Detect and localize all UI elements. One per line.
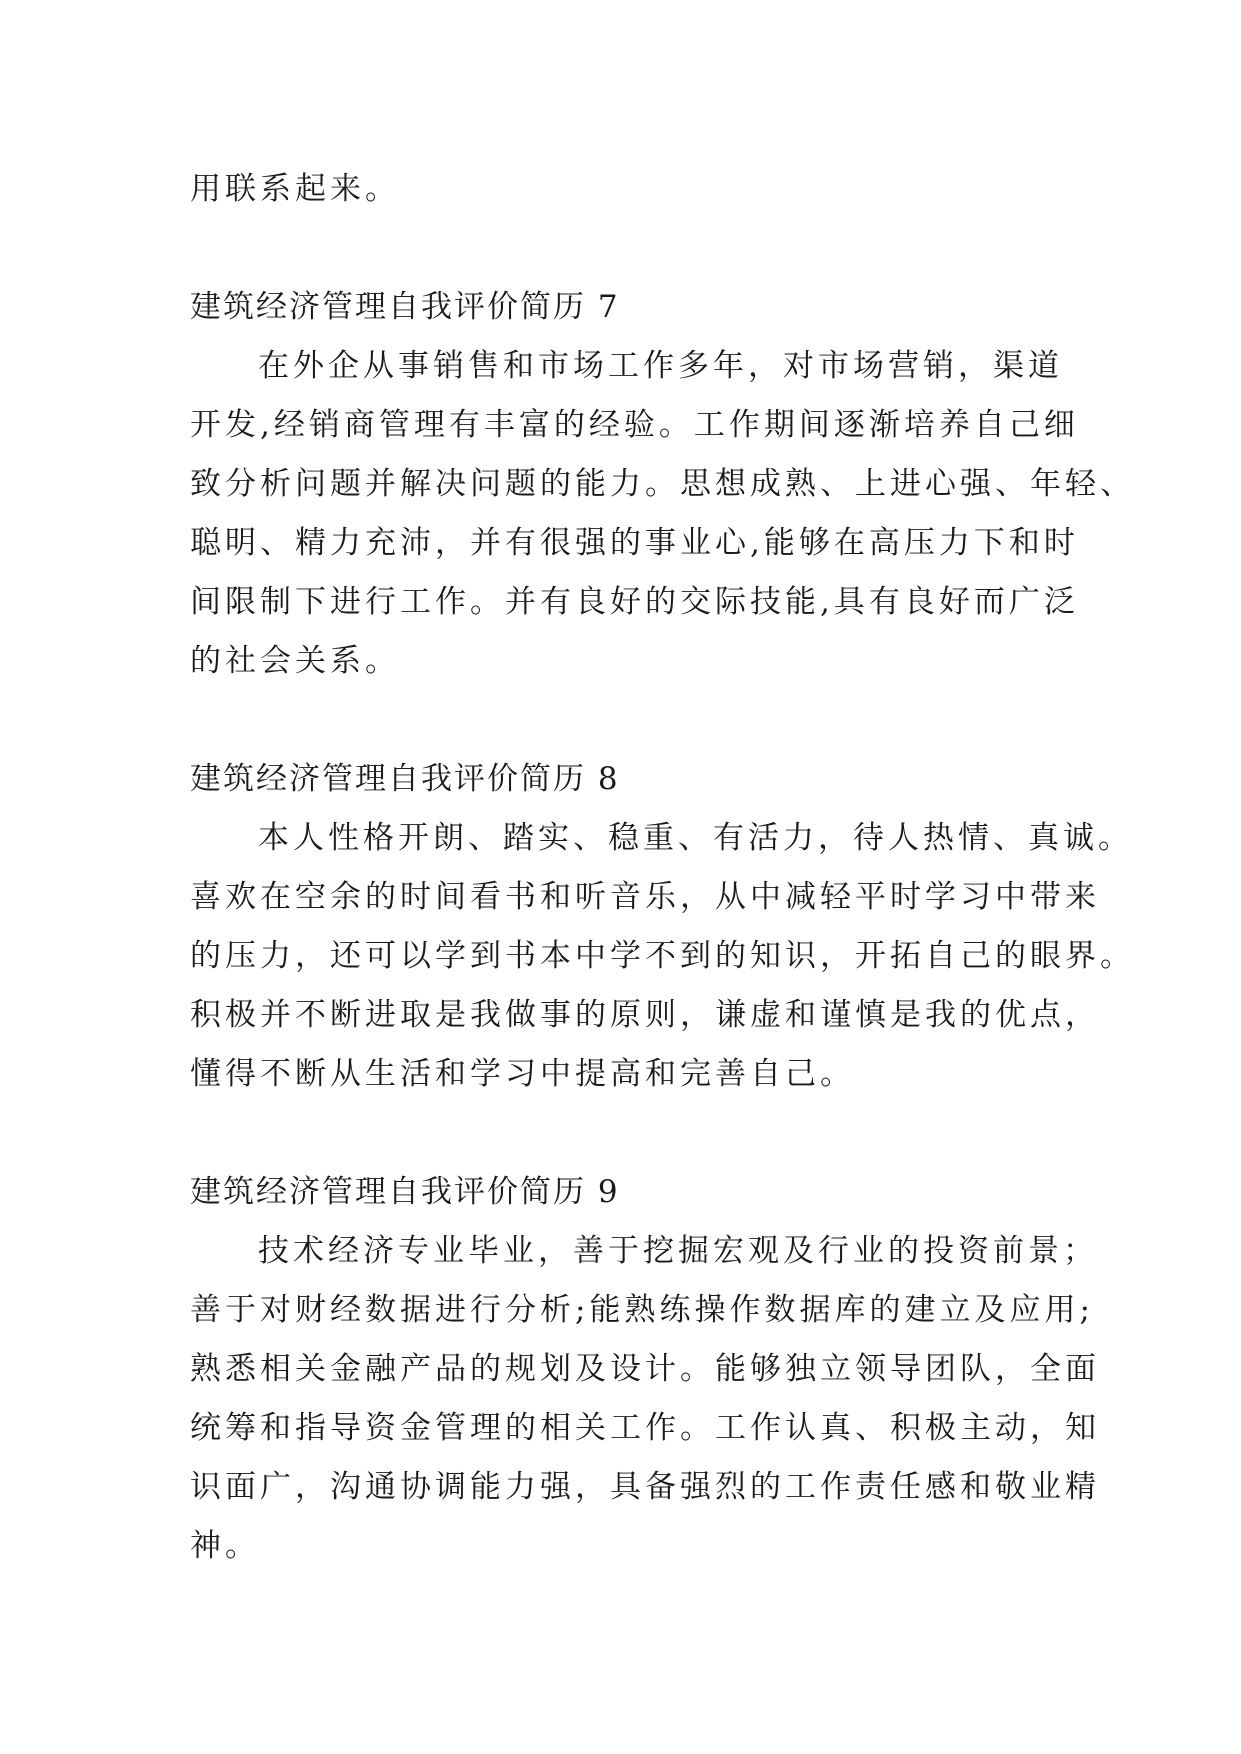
paragraph-line: 技术经济专业毕业，善于挖掘宏观及行业的投资前景； bbox=[258, 1233, 1098, 1269]
section-heading: 建筑经济管理自我评价简历 7 bbox=[190, 289, 620, 325]
paragraph-line: 喜欢在空余的时间看书和听音乐，从中减轻平时学习中带来 bbox=[190, 879, 1100, 915]
paragraph-line: 的社会关系。 bbox=[190, 643, 400, 679]
paragraph-line: 积极并不断进取是我做事的原则，谦虚和谨慎是我的优点， bbox=[190, 997, 1100, 1033]
paragraph-line: 神。 bbox=[190, 1528, 260, 1564]
paragraph-line: 本人性格开朗、踏实、稳重、有活力，待人热情、真诚。 bbox=[258, 820, 1133, 856]
paragraph-line: 开发,经销商管理有丰富的经验。工作期间逐渐培养自己细 bbox=[190, 407, 1079, 443]
section-heading: 建筑经济管理自我评价简历 9 bbox=[190, 1174, 620, 1210]
section-gap bbox=[190, 691, 1060, 750]
paragraph-line: 识面广，沟通协调能力强，具备强烈的工作责任感和敬业精 bbox=[190, 1469, 1100, 1505]
section-9 bbox=[190, 1163, 1100, 1576]
section-gap bbox=[190, 219, 1060, 278]
section-heading: 建筑经济管理自我评价简历 8 bbox=[190, 761, 620, 797]
paragraph-line: 聪明、精力充沛，并有很强的事业心,能够在高压力下和时 bbox=[190, 525, 1079, 561]
section-gap bbox=[190, 1104, 1060, 1163]
section-7 bbox=[190, 278, 1135, 691]
document-page bbox=[190, 160, 1135, 1576]
paragraph-line: 致分析问题并解决问题的能力。思想成熟、上进心强、年轻、 bbox=[190, 466, 1135, 502]
paragraph-line: 懂得不断从生活和学习中提高和完善自己。 bbox=[190, 1056, 855, 1092]
paragraph-line: 在外企从事销售和市场工作多年，对市场营销，渠道 bbox=[258, 348, 1063, 384]
paragraph-line: 熟悉相关金融产品的规划及设计。能够独立领导团队，全面 bbox=[190, 1351, 1100, 1387]
intro-line: 用联系起来。 bbox=[190, 171, 400, 207]
paragraph-line: 统筹和指导资金管理的相关工作。工作认真、积极主动，知 bbox=[190, 1410, 1100, 1446]
paragraph-line: 间限制下进行工作。并有良好的交际技能,具有良好而广泛 bbox=[190, 584, 1079, 620]
section-8 bbox=[190, 750, 1135, 1104]
paragraph-line: 善于对财经数据进行分析;能熟练操作数据库的建立及应用; bbox=[190, 1292, 1094, 1328]
paragraph-line: 的压力，还可以学到书本中学不到的知识，开拓自己的眼界。 bbox=[190, 938, 1135, 974]
